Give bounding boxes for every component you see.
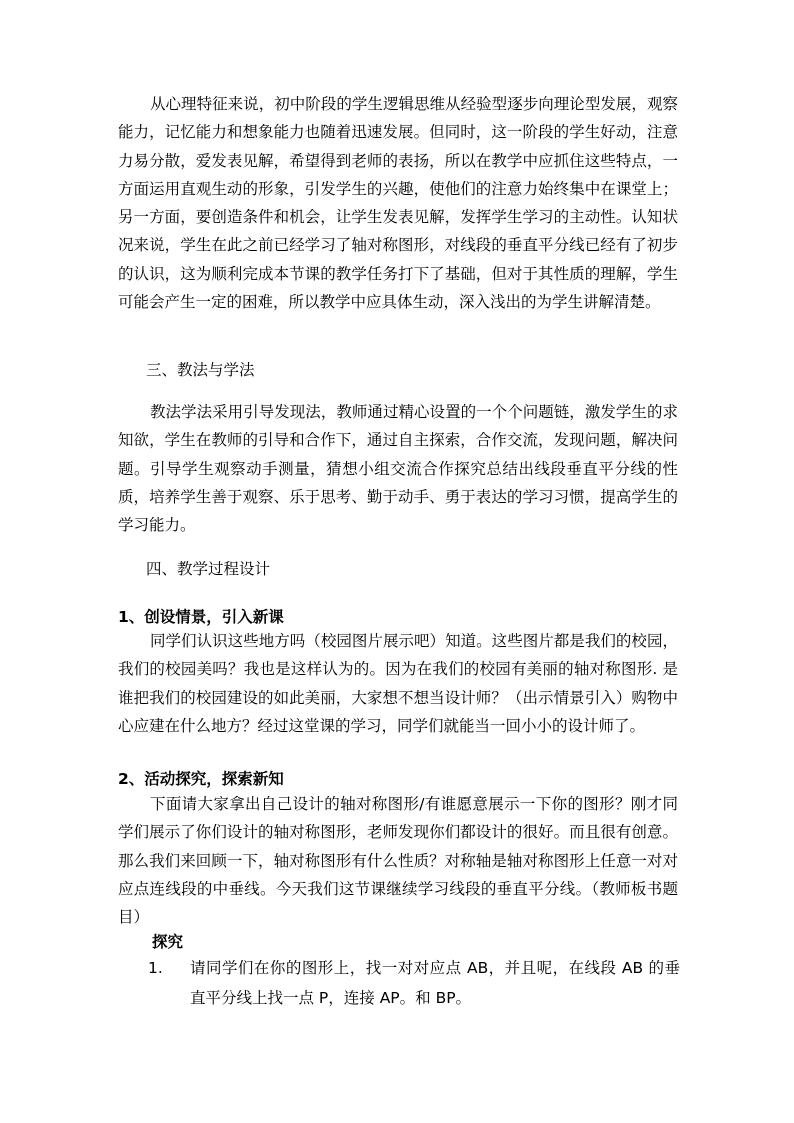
teaching-method-paragraph: 教法学法采用引导发现法，教师通过精心设置的一个个问题链，激发学生的求知欲，学生在教师的引导和合作下，通过自主探索，合作交流，发现问题，解决问题。引导学生观察动手测量，猜想小组交流合作探究总结出线段垂直平分线的性质，培养学生善于观察、乐于思考、勤于动手、勇于表达的学习习惯，提高学生的学习能力。 xyxy=(118,403,678,535)
explore-heading: 探究 xyxy=(152,933,184,951)
step2-heading: 2、活动探究，探索新知 xyxy=(118,770,284,788)
step1-heading: 1、创设情景，引入新课 xyxy=(118,608,284,626)
section-four-heading: 四、教学过程设计 xyxy=(146,560,271,578)
list-item xyxy=(148,953,680,1013)
step2-paragraph: 下面请大家拿出自己设计的轴对称图形/有谁愿意展示一下你的图形？刚才同学们展示了你们设计的轴对称图形，老师发现你们都设计的很好。而且很有创意。那么我们来回顾一下，轴对称图形有什么性质？对称轴是轴对称图形上任意一对对应点连线段的中垂线。今天我们这节课继续学习线段的垂直平分线。（教师板书题目） xyxy=(118,795,678,927)
list-item-number: 1. xyxy=(148,959,163,977)
list-item-text: 请同学们在你的图形上，找一对对应点 AB，并且呢，在线段 AB 的垂直平分线上找一点 P，连接 AP。和 BP。 xyxy=(190,959,680,1007)
section-three-heading: 三、教法与学法 xyxy=(146,361,255,379)
step1-paragraph: 同学们认识这些地方吗（校园图片展示吧）知道。这些图片都是我们的校园，我们的校园美吗？我也是这样认为的。因为在我们的校园有美丽的轴对称图形. 是谁把我们的校园建设的如此美丽，大家想不想当设计师？（出示情景引入）购物中心应建在什么地方？经过这堂课的学习，同学们就能当一回小小的设计师了。 xyxy=(118,632,678,735)
student-analysis-paragraph: 从心理特征来说，初中阶段的学生逻辑思维从经验型逐步向理论型发展，观察能力，记忆能力和想象能力也随着迅速发展。但同时，这一阶段的学生好动，注意力易分散，爱发表见解，希望得到老师的表扬，所以在教学中应抓住这些特点，一方面运用直观生动的形象，引发学生的兴趣，使他们的注意力始终集中在课堂上；另一方面，要创造条件和机会，让学生发表见解，发挥学生学习的主动性。认知状况来说，学生在此之前已经学习了轴对称图形，对线段的垂直平分线已经有了初步的认识，这为顺利完成本节课的教学任务打下了基础，但对于其性质的理解，学生可能会产生一定的困难，所以教学中应具体生动，深入浅出的为学生讲解清楚。 xyxy=(118,95,678,312)
